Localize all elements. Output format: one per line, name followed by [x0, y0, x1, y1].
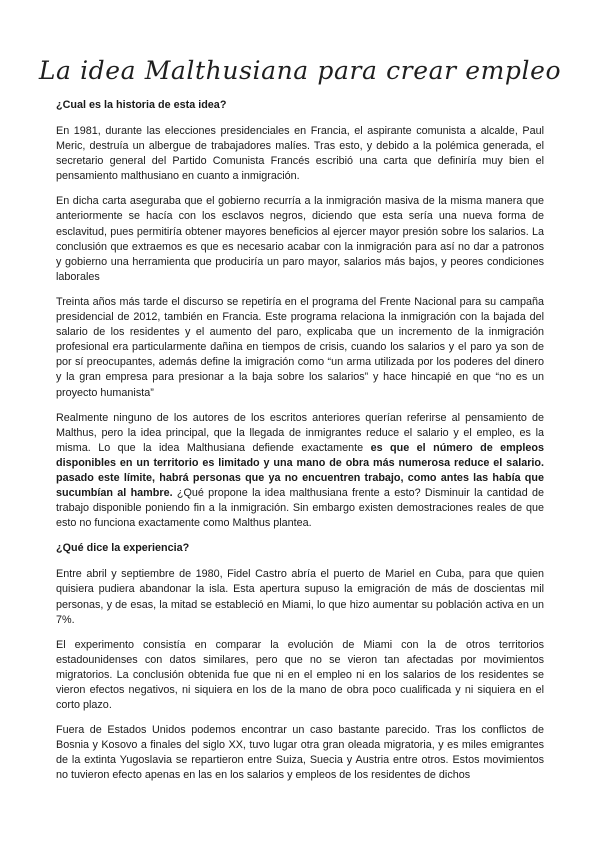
- paragraph: El experimento consistía en comparar la evolución de Miami con la de otros territorios estadounidenses con datos similares, pero que no se vieron tan afectadas por movimientos migratorios. La conclusión obtenida fue que ni en el empleo ni en los salarios de los residentes se vieron efectos negativos, ni siquiera en los de la mano de obra poco cualificada y ni siquiera en el corto plazo.: [56, 638, 544, 712]
- paragraph-text: ¿Qué propone la idea malthusiana frente a esto? Disminuir la cantidad de trabajo disponible poniendo fin a la inmigración. Sin embargo existen demostraciones reales de que esto no funciona exactamente como Malthus plantea.: [56, 487, 544, 530]
- document-body: [56, 98, 544, 794]
- document-title: La idea Malthusiana para crear empleo: [38, 56, 562, 85]
- paragraph-text: Realmente ninguno de los autores de los escritos anteriores querían referirse al pensamiento de Malthus, pero la idea principal, que la llegada de inmigrantes reduce el salario y el empleo, es la misma. Lo que la idea Malthusiana defiende exactamente: [56, 411, 544, 454]
- paragraph: En 1981, durante las elecciones presidenciales en Francia, el aspirante comunista a alcalde, Paul Meric, destruía un albergue de trabajadores malíes. Tras esto, y debido a la polémica generada, el secretario general del Partido Comunista Francés escribió una carta que definiría muy bien el pensamiento malthusiano en cuanto a inmigración.: [56, 125, 544, 183]
- paragraph: Entre abril y septiembre de 1980, Fidel Castro abría el puerto de Mariel en Cuba, para que quien quisiera pudiera abandonar la isla. Esta apertura supuso la emigración de más de doscientas mil personas, y de esas, la mitad se estableció en Miami, lo que hizo aumentar su población activa en un 7%.: [56, 568, 544, 626]
- section-heading-history: ¿Cual es la historia de esta idea?: [56, 99, 227, 111]
- paragraph: Treinta años más tarde el discurso se repetiría en el programa del Frente Nacional para su campaña presidencial de 2012, también en Francia. Este programa relaciona la inmigración con la bajada del salario de los residentes y el aumento del paro, explicaba que un incremento de la inmigración profesional era particularmente dañina en tiempos de crisis, cuando los salarios y el paro ya son de por sí preocupantes, además define la imigración como “un arma utilizada por los poderes del dinero y la gran empresa para presionar a la baja sobre los salarios” y hace hincapié en que “no es un proyecto humanista”: [56, 295, 544, 399]
- paragraph: Fuera de Estados Unidos podemos encontrar un caso bastante parecido. Tras los conflictos de Bosnia y Kosovo a finales del siglo XX, tuvo lugar otra gran oleada migratoria, y es miles emigrantes de la extinta Yugoslavia se repartieron entre Suiza, Suecia y Austria entre otros. Estos movimientos no tuvieron efecto apenas en las en los salarios y empleos de los residentes de dichos: [56, 724, 544, 782]
- paragraph: En dicha carta aseguraba que el gobierno recurría a la inmigración masiva de la misma manera que anteriormente se hacía con los esclavos negros, diciendo que esta sería una nueva forma de esclavitud, pues permitiría obtener mayores beneficios al ejercer mayor presión sobre los salarios. La conclusión que extraemos es que es necesario acabar con la inmigración para así no dar a patronos y gobierno una herramienta que produciría un paro mayor, salarios más bajos, y peores condiciones laborales: [56, 195, 544, 283]
- paragraph-malthus: [56, 411, 544, 532]
- section-heading-experience: ¿Qué dice la experiencia?: [56, 542, 190, 555]
- bold-statement: es que el número de empleos disponibles en un territorio es limitado y una mano de obra más numerosa reduce el salario. pasado este límite, habrá personas que ya no encuentren trabajo, como antes las había que sucumbían al hambre.: [56, 441, 544, 500]
